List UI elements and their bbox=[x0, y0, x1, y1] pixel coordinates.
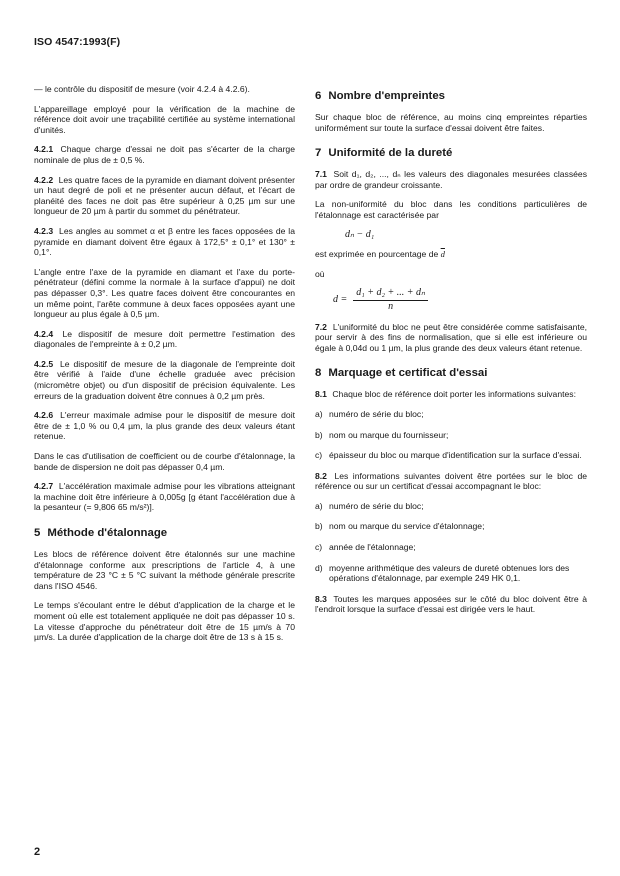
section-title: Uniformité de la dureté bbox=[328, 147, 453, 160]
fraction-numerator: d₁ + d₂ + ... + dₙ bbox=[353, 288, 428, 301]
formula-lhs: d = bbox=[333, 294, 348, 306]
list-item bbox=[315, 563, 587, 584]
section-7-heading bbox=[315, 147, 587, 160]
clause-4-2-7 bbox=[34, 481, 295, 513]
list-text: nom ou marque du service d'étalonnage; bbox=[329, 521, 485, 532]
clause-text: Chaque charge d'essai ne doit pas s'écarter de la charge nominale de plus de ± 0,5 %. bbox=[34, 144, 295, 165]
d-bar-symbol: $\overline{d}$ bbox=[440, 249, 445, 260]
clause-number: 4.2.3 bbox=[34, 225, 54, 236]
clause-text: L'erreur maximale admise pour le dispositif de mesure doit être de ± 1,0 % ou 0,4 µm, la plus grande des deux valeurs étant retenue. bbox=[34, 410, 295, 442]
clause-7-1-continued: La non-uniformité du bloc dans les conditions particulières de l'étalonnage est caractérisée par bbox=[315, 199, 587, 220]
clause-number: 4.2.4 bbox=[34, 328, 54, 339]
clause-number: 8.2 bbox=[315, 470, 327, 481]
clause-number: 4.2.2 bbox=[34, 174, 54, 185]
section-number: 7 bbox=[315, 147, 322, 160]
clause-text: Soit d₁, d₂, ..., dₙ les valeurs des diagonales mesurées classées par ordre de grandeur croissante. bbox=[315, 169, 587, 190]
clause-number: 8.1 bbox=[315, 389, 327, 400]
list-item bbox=[315, 542, 587, 553]
list-item bbox=[315, 501, 587, 512]
list-label: a) bbox=[315, 408, 323, 419]
section-5-heading bbox=[34, 527, 295, 540]
clause-text: Les quatre faces de la pyramide en diamant doivent présenter un haut degré de poli et ne présenter aucun défaut, et l'écart de planéité des faces ne doit pas être supérieur à 0,25 µm sur une longueur de 20 µm à partir du sommet du pénétrateur. bbox=[34, 174, 295, 217]
list-text: nom ou marque du fournisseur; bbox=[329, 429, 449, 440]
formula-range: dₙ − d₁ bbox=[345, 228, 375, 240]
clause-7-2 bbox=[315, 322, 587, 354]
section-6-heading bbox=[315, 90, 587, 103]
list-8-1 bbox=[315, 409, 587, 461]
clause-text: Le dispositif de mesure doit permettre l'estimation des diagonales de l'empreinte à ± 0,2 µm. bbox=[34, 328, 295, 350]
clause-8-1 bbox=[315, 389, 587, 400]
section-title: Méthode d'étalonnage bbox=[47, 527, 168, 539]
page-number: 2 bbox=[34, 846, 41, 858]
clause-text: L'uniformité du bloc ne peut être considérée comme satisfaisante, pour servir à des fins de normalisation, que si elle est inférieure ou égale à 0,04d ou 1 µm, la plus grande des deux valeurs étant retenue. bbox=[315, 321, 587, 353]
list-label: a) bbox=[315, 500, 323, 511]
clause-number: 7.1 bbox=[315, 169, 327, 180]
document-header: ISO 4547:1993(F) bbox=[34, 36, 121, 48]
clause-4-2-6-continued: Dans le cas d'utilisation de coefficient ou de courbe d'étalonnage, la bande de dispersion ne doit pas dépasser 0,4 µm. bbox=[34, 451, 295, 472]
list-item bbox=[315, 521, 587, 532]
section-title: Marquage et certificat d'essai bbox=[328, 367, 488, 380]
where-label: où bbox=[315, 268, 325, 279]
percentage-text: est exprimée en pourcentage de bbox=[315, 249, 439, 260]
clause-text: Le dispositif de mesure de la diagonale de l'empreinte doit être vérifié à l'aide d'une échelle graduée avec précision (micromètre objet) ou d'un dispositif de précision équivalente. Les erreurs de la graduation doivent être connues à 0,2 µm près. bbox=[34, 358, 295, 401]
list-text: année de l'étalonnage; bbox=[329, 542, 416, 553]
clause-number: 4.2.7 bbox=[34, 481, 54, 492]
section-5-paragraph-1: Les blocs de référence doivent être étalonnés sur une machine d'étalonnage conforme aux prescriptions de l'article 4, à une température de 23 °C ± 5 °C suivant la méthode générale prescrite dans l'ISO 4546. bbox=[34, 549, 295, 591]
section-6-paragraph: Sur chaque bloc de référence, au moins cinq empreintes réparties uniformément sur toute la surface d'essai doivent être faites. bbox=[315, 112, 587, 133]
clause-4-2-3-continued: L'angle entre l'axe de la pyramide en diamant et l'axe du porte-pénétrateur (défini comme la normale à la surface d'appui) ne doit pas dépasser 0,3°. Les quatre faces doivent être concourantes en un même point, l'arête commune à deux faces opposées ayant une longueur au plus égale à 0,5 µm. bbox=[34, 266, 295, 320]
clause-text: Les angles au sommet α et β entre les faces opposées de la pyramide en diamant doivent être égaux à 172,5° ± 0,1° et 130° ± 0,1°. bbox=[34, 225, 295, 258]
clause-4-2-4 bbox=[34, 329, 295, 350]
clause-4-2-3 bbox=[34, 226, 295, 258]
clause-number: 8.3 bbox=[315, 593, 327, 604]
clause-8-3 bbox=[315, 594, 587, 615]
left-column bbox=[34, 84, 295, 652]
list-label: d) bbox=[315, 562, 323, 573]
clause-8-2 bbox=[315, 471, 587, 492]
section-8-heading bbox=[315, 367, 587, 380]
list-label: b) bbox=[315, 429, 323, 440]
list-label: c) bbox=[315, 450, 323, 461]
clause-number: 4.2.5 bbox=[34, 358, 54, 369]
fraction-denominator: n bbox=[388, 300, 394, 312]
section-title: Nombre d'empreintes bbox=[328, 90, 445, 102]
clause-number: 7.2 bbox=[315, 321, 327, 332]
right-column bbox=[315, 84, 587, 624]
clause-text: Les informations suivantes doivent être portées sur le bloc de référence ou sur un certificat d'essai accompagnant le bloc: bbox=[315, 470, 588, 492]
formula-mean bbox=[333, 288, 587, 312]
clause-4-2-2 bbox=[34, 175, 295, 217]
list-item bbox=[315, 409, 587, 420]
clause-7-1 bbox=[315, 169, 587, 190]
clause-text: Toutes les marques apposées sur le côté du bloc doivent être à l'endroit lorsque la surface d'essai est dirigée vers le haut. bbox=[315, 593, 587, 615]
clause-text: L'accélération maximale admise pour les vibrations atteignant la machine doit être inférieure à 0,005g [g étant l'accélération due à la pesanteur (= 9,806 65 m/s²)]. bbox=[34, 481, 295, 513]
list-text: numéro de série du bloc; bbox=[329, 408, 424, 419]
clause-4-2-6 bbox=[34, 410, 295, 442]
clause-number: 4.2.1 bbox=[34, 144, 54, 155]
list-label: b) bbox=[315, 521, 323, 532]
list-text: moyenne arithmétique des valeurs de dureté obtenues lors des opérations d'étalonnage, par exemple 249 HK 0,1. bbox=[329, 562, 570, 584]
clause-number: 4.2.6 bbox=[34, 410, 54, 421]
list-item bbox=[315, 450, 587, 461]
fraction bbox=[353, 288, 428, 312]
list-8-2 bbox=[315, 501, 587, 584]
list-item bbox=[315, 430, 587, 441]
section-number: 6 bbox=[315, 90, 322, 102]
list-text: numéro de série du bloc; bbox=[329, 500, 424, 511]
clause-text: Chaque bloc de référence doit porter les informations suivantes: bbox=[332, 389, 576, 400]
clause-7-1-percentage bbox=[315, 249, 587, 260]
list-text: épaisseur du bloc ou marque d'identification sur la surface d'essai. bbox=[329, 450, 582, 461]
section-5-paragraph-2: Le temps s'écoulant entre le début d'application de la charge et le moment où elle est totalement appliquée ne doit pas dépasser 10 s. La vitesse d'approche du pénétrateur doit être de 15 µm/s à 70 µm/s. La durée d'application de la charge doit être de 13 s à 15 s. bbox=[34, 600, 295, 643]
list-label: c) bbox=[315, 542, 323, 553]
dash-item: — le contrôle du dispositif de mesure (voir 4.2.4 à 4.2.6). bbox=[34, 84, 250, 94]
section-number: 8 bbox=[315, 367, 322, 380]
clause-4-2-5 bbox=[34, 359, 295, 401]
clause-4-2-1 bbox=[34, 144, 295, 165]
intro-paragraph: L'appareillage employé pour la vérification de la machine de référence doit avoir une traçabilité certifiée au système international d'unités. bbox=[34, 103, 295, 135]
section-number: 5 bbox=[34, 527, 41, 539]
